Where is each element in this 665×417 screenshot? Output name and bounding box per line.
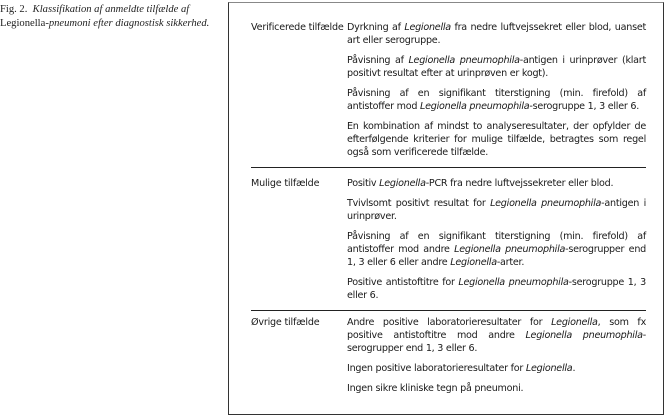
- criterion-item: [347, 197, 646, 223]
- criterion-text: -arter.: [496, 257, 525, 268]
- criterion-item: [347, 120, 646, 159]
- section-items: [347, 177, 646, 309]
- criterion-item: [347, 362, 646, 375]
- organism-name: Legionella pneumophila: [420, 101, 530, 112]
- criterion-item: [347, 316, 646, 355]
- section-items: [347, 316, 646, 402]
- organism-name: Legionella pneumophila: [454, 244, 566, 255]
- section-divider: [251, 167, 646, 168]
- criterion-text: -serogrupper end 1, 3 eller 6 eller andre: [347, 244, 646, 268]
- organism-name: Legionella: [551, 317, 598, 328]
- section-label: Mulige tilfælde: [251, 178, 320, 189]
- organism-name: Legionella pneumophila: [525, 330, 643, 341]
- criterion-item: [347, 382, 646, 395]
- criterion-text: Ingen sikre kliniske tegn på pneumoni.: [347, 383, 524, 394]
- criterion-text: -serogruppe 1, 3 eller 6.: [347, 277, 646, 301]
- criterion-text: -serogrupper end 1, 3 eller 6.: [347, 330, 646, 354]
- criterion-text: , som fx positive antistoftitre mod andre: [347, 317, 646, 341]
- criterion-item: [347, 21, 646, 47]
- criterion-text: -PCR fra nedre luftvejssekreter eller blod.: [425, 178, 614, 189]
- criterion-text: En kombination af mindst to analyseresultater, der opfylder de efterfølgende kriterier for mulige tilfælde, betragtes som regel også som verificerede tilfælde.: [347, 121, 646, 158]
- section-divider: [251, 310, 646, 311]
- criterion-text: Ingen positive laboratorieresultater for: [347, 363, 526, 374]
- figure-title-organism: Legionella: [0, 17, 46, 29]
- figure-caption: [0, 3, 222, 30]
- organism-name: Legionella pneumophila: [408, 55, 520, 66]
- figure-title-part1: Klassifikation af anmeldte tilfælde af: [32, 4, 190, 15]
- criterion-item: [347, 177, 646, 190]
- criterion-text: Positive antistoftitre for: [347, 277, 459, 288]
- criterion-item: [347, 87, 646, 113]
- organism-name: Legionella: [525, 363, 573, 374]
- classification-table: [228, 2, 664, 415]
- criterion-text: -antigen i urinprøver.: [347, 198, 647, 222]
- criterion-text: Påvisning af: [347, 55, 409, 66]
- criterion-item: [347, 54, 646, 80]
- organism-name: Legionella: [450, 257, 497, 268]
- figure-title-part2: -pneumoni efter diagnostisk sikkerhed.: [45, 17, 210, 29]
- figure-label: Fig. 2.: [0, 4, 28, 15]
- criterion-text: Påvisning af en signifikant titerstigning (min. firefold) af antistoffer mod andre: [347, 231, 646, 255]
- criterion-text: -antigen i urinprøver (klart positivt resultat efter at urinprøven er kogt).: [347, 55, 646, 79]
- section-label: Øvrige tilfælde: [251, 317, 320, 328]
- criterion-text: Dyrkning af: [347, 22, 405, 33]
- criterion-item: [347, 230, 646, 269]
- criterion-text: Påvisning af en signifikant titerstigning (min. firefold) af antistoffer mod: [347, 88, 646, 112]
- organism-name: Legionella pneumophila: [458, 277, 569, 288]
- criterion-text: Andre positive laboratorieresultater for: [347, 317, 552, 328]
- organism-name: Legionella: [379, 178, 426, 189]
- section-items: [347, 21, 646, 166]
- criterion-text: fra nedre luftvejssekret eller blod, uanset art eller serogruppe.: [347, 22, 646, 46]
- criterion-item: [347, 276, 646, 302]
- organism-name: Legionella: [404, 22, 451, 33]
- criterion-text: Positiv: [347, 178, 380, 189]
- section-label: Verificerede tilfælde: [251, 22, 344, 33]
- criterion-text: Tvivlsomt positivt resultat for: [347, 198, 491, 209]
- criterion-text: -serogruppe 1, 3 eller 6.: [529, 101, 640, 112]
- organism-name: Legionella pneumophila: [490, 198, 602, 209]
- criterion-text: .: [572, 363, 576, 374]
